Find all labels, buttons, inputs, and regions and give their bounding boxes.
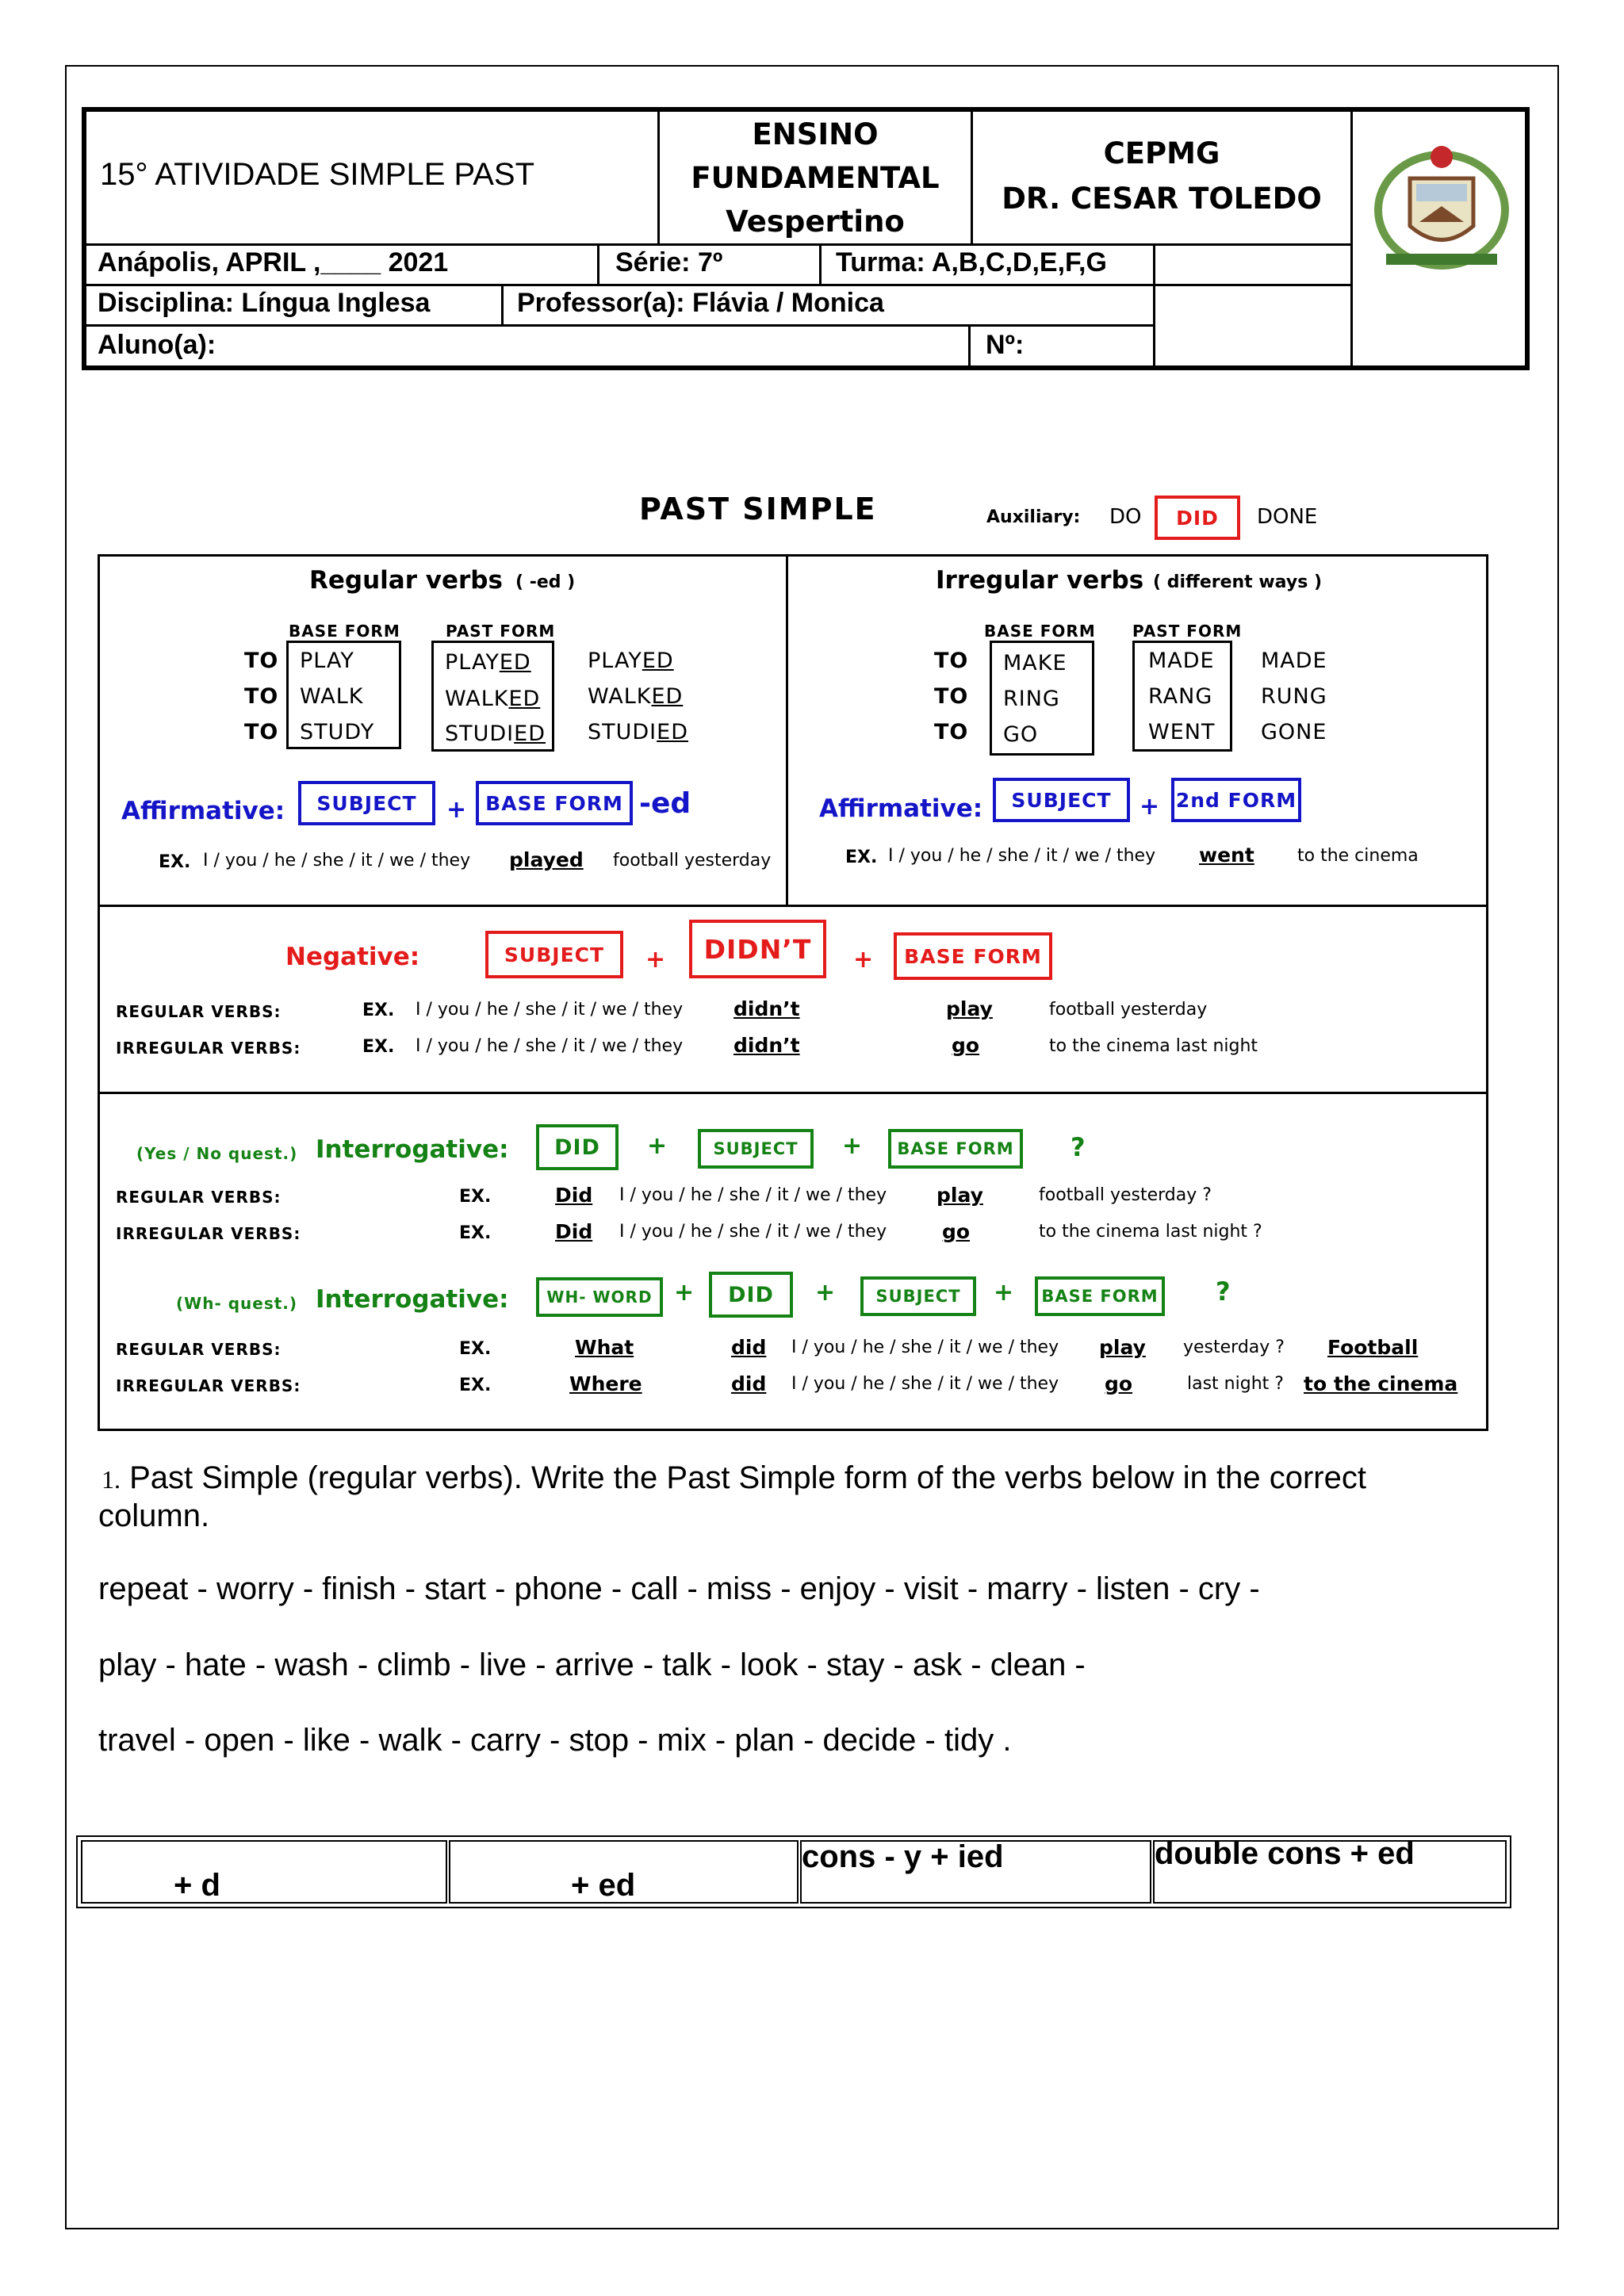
yesno-interrogative-label: Interrogative: [316,1135,509,1164]
ex-label: EX. [362,1001,395,1020]
divider [819,244,822,285]
ex-subjects: I / you / he / she / it / we / they [791,1337,1059,1357]
plus-sign: + [674,1279,695,1307]
ex-rest: to the cinema last night [1049,1036,1258,1056]
yesno-note: (Yes / No quest.) [136,1144,298,1163]
to-label: TO [244,684,279,709]
irregular-heading: Irregular verbs [936,566,1144,595]
verb-type-label: IRREGULAR VERBS: [116,1376,301,1395]
to-label: TO [244,649,279,673]
verb-type-label: REGULAR VERBS: [116,1188,282,1207]
disciplina-field: Disciplina: Língua Inglesa [98,288,431,318]
ex-aux: did [731,1336,767,1359]
ex-verb: go [952,1034,980,1057]
ex-label: EX. [159,852,191,872]
exercise-instruction: 1. Past Simple (regular verbs). Write the Past Simple form of the verbs below in the correct [102,1460,1366,1495]
subject-box: SUBJECT [298,781,435,825]
ex-rest: to the cinema last night ? [1039,1222,1262,1242]
plus-sign: + [446,796,467,824]
ex-label: EX. [459,1223,492,1243]
regular-base-verb: WALK [300,684,364,709]
ex-aux: didn’t [733,997,800,1020]
divider [1153,244,1155,370]
regular-base-verb: STUDY [300,720,375,744]
base-form-box: BASE FORM [888,1129,1023,1169]
ex-label: EX. [459,1339,492,1359]
ex-wh: Where [569,1372,642,1395]
subject-box: SUBJECT [993,778,1130,822]
column-header-ed[interactable]: + ed [571,1868,636,1903]
ex-aux: Did [555,1184,593,1207]
irregular-participle-verb: GONE [1261,720,1327,744]
to-label: TO [934,684,969,709]
ex-rest: football yesterday ? [1039,1185,1212,1205]
divider [1350,107,1353,370]
grammar-title: PAST SIMPLE [639,492,877,526]
regular-past-verb: STUDIED [445,721,546,746]
plus-sign: + [815,1279,836,1307]
plus-sign: + [853,946,874,974]
verb-type-label: REGULAR VERBS: [116,1002,282,1021]
question-mark: ? [1071,1132,1086,1162]
school-level-line: ENSINO [752,117,879,151]
verb-list-line: repeat - worry - finish - start - phone - call - miss - enjoy - visit - marry - listen - cry - [98,1571,1260,1606]
ex-verb: play [936,1184,983,1207]
verb-type-label: IRREGULAR VERBS: [116,1039,301,1058]
exercise-instruction-cont: column. [98,1498,210,1533]
aux-done: DONE [1257,505,1318,529]
verb-type-label: IRREGULAR VERBS: [116,1224,301,1243]
divider [82,324,1154,327]
ex-aux: Did [555,1220,593,1243]
past-form-label: PAST FORM [446,622,556,641]
school-name-line: CEPMG [1103,136,1220,170]
turma-field: Turma: A,B,C,D,E,F,G [836,247,1107,277]
divider [786,555,788,906]
irregular-base-verb: RING [1003,687,1060,711]
ex-verb: played [509,848,584,871]
wh-note: (Wh- quest.) [176,1294,298,1313]
second-form-box: 2nd FORM [1171,778,1301,822]
irregular-participle-verb: RUNG [1261,684,1327,709]
ex-subjects: I / you / he / she / it / we / they [619,1185,887,1205]
irregular-past-verb: MADE [1148,649,1215,673]
wh-word-box: WH- WORD [536,1277,663,1317]
school-name [973,131,1350,221]
ex-answer: to the cinema [1304,1372,1458,1395]
irregular-base-verb: MAKE [1003,651,1067,675]
ex-label: EX. [362,1037,395,1057]
plus-sign: + [645,946,666,974]
past-form-label: PAST FORM [1132,622,1243,641]
ex-label: EX. [459,1376,492,1395]
subject-box: SUBJECT [485,931,623,978]
irregular-base-verb: GO [1003,722,1039,747]
subject-box: SUBJECT [860,1276,976,1316]
divider [446,1840,450,1904]
base-form-label: BASE FORM [289,622,400,641]
ex-subjects: I / you / he / she / it / we / they [888,846,1156,866]
ed-suffix: -ed [639,787,691,820]
numero-field[interactable]: Nº: [986,330,1025,360]
didnt-box: DIDN’T [689,920,826,978]
base-form-box: BASE FORM [1035,1276,1165,1316]
ex-rest: last night ? [1187,1374,1284,1394]
plus-sign: + [1139,793,1160,821]
base-form-label: BASE FORM [984,622,1096,641]
column-header-d[interactable]: + d [174,1868,220,1903]
ex-verb: play [946,997,993,1020]
subject-box: SUBJECT [698,1129,814,1169]
did-box: DID [536,1124,619,1170]
ex-subjects: I / you / he / she / it / we / they [416,1000,684,1020]
ex-rest: to the cinema [1297,846,1419,866]
regular-participle-verb: STUDIED [588,720,689,744]
regular-base-verb: PLAY [300,649,354,673]
school-level-line: Vespertino [726,205,905,239]
ex-verb: play [1099,1336,1146,1359]
to-label: TO [244,720,279,744]
plus-sign: + [842,1132,863,1160]
aux-did-box: DID [1155,496,1240,540]
regular-affirmative-label: Affirmative: [121,797,285,825]
regular-past-verb: WALKED [445,687,541,711]
ex-answer: Football [1327,1336,1419,1359]
verb-list-line: play - hate - wash - climb - live - arrive - talk - look - stay - ask - clean - [98,1647,1086,1682]
divider [98,905,1488,907]
irregular-past-verb: WENT [1148,720,1216,744]
ex-verb: went [1199,844,1254,867]
ex-subjects: I / you / he / she / it / we / they [203,851,471,871]
verb-list-line: travel - open - like - walk - carry - stop - mix - plan - decide - tidy . [98,1723,1012,1758]
school-level [660,113,971,243]
verb-type-label: REGULAR VERBS: [116,1340,282,1359]
divider [82,284,1353,286]
ex-aux: didn’t [733,1034,800,1057]
irregular-affirmative-label: Affirmative: [819,794,983,823]
to-label: TO [934,720,969,744]
did-box: DID [709,1272,793,1318]
divider [98,1092,1488,1094]
regular-past-verb: PLAYED [445,650,531,675]
column-header-double[interactable]: double cons + ed [1155,1836,1415,1871]
irregular-heading-note: ( different ways ) [1153,572,1322,592]
auxiliary-label: Auxiliary: [986,507,1081,527]
regular-participle-verb: WALKED [588,684,684,709]
divider [82,243,1353,246]
ex-wh: What [575,1336,634,1359]
column-header-ied[interactable]: cons - y + ied [802,1839,1004,1874]
school-level-line: FUNDAMENTAL [691,161,940,195]
question-mark: ? [1216,1276,1231,1307]
divider [501,285,504,326]
base-form-box: BASE FORM [476,781,633,825]
ex-label: EX. [459,1187,492,1207]
school-logo-icon [1370,135,1513,277]
ex-verb: go [1105,1372,1133,1395]
ex-subjects: I / you / he / she / it / we / they [416,1036,684,1056]
professor-field: Professor(a): Flávia / Monica [517,288,884,318]
regular-participle-verb: PLAYED [588,649,674,673]
school-name-line: DR. CESAR TOLEDO [1002,182,1322,216]
ex-subjects: I / you / he / she / it / we / they [619,1222,887,1242]
base-form-box: BASE FORM [894,932,1052,980]
serie-field: Série: 7º [615,247,723,277]
aux-do: DO [1109,505,1142,529]
ex-rest: football yesterday [1049,1000,1208,1020]
activity-title: 15° ATIVIDADE SIMPLE PAST [100,157,535,192]
wh-interrogative-label: Interrogative: [316,1285,509,1314]
plus-sign: + [994,1279,1014,1307]
divider [597,244,599,285]
regular-heading-note: ( -ed ) [515,572,576,592]
ex-verb: go [942,1220,971,1243]
divider [968,325,971,369]
negative-label: Negative: [285,943,420,971]
ex-label: EX. [845,848,878,867]
ex-aux: did [731,1372,767,1395]
to-label: TO [934,649,969,673]
ex-subjects: I / you / he / she / it / we / they [791,1374,1059,1394]
date-field[interactable]: Anápolis, APRIL ,____ 2021 [98,247,449,277]
ex-rest: yesterday ? [1183,1337,1285,1357]
ex-rest: football yesterday [613,851,772,871]
irregular-participle-verb: MADE [1261,649,1327,673]
plus-sign: + [647,1132,668,1160]
irregular-past-verb: RANG [1148,684,1213,709]
regular-heading: Regular verbs [309,566,503,595]
aluno-field[interactable]: Aluno(a): [98,330,216,360]
